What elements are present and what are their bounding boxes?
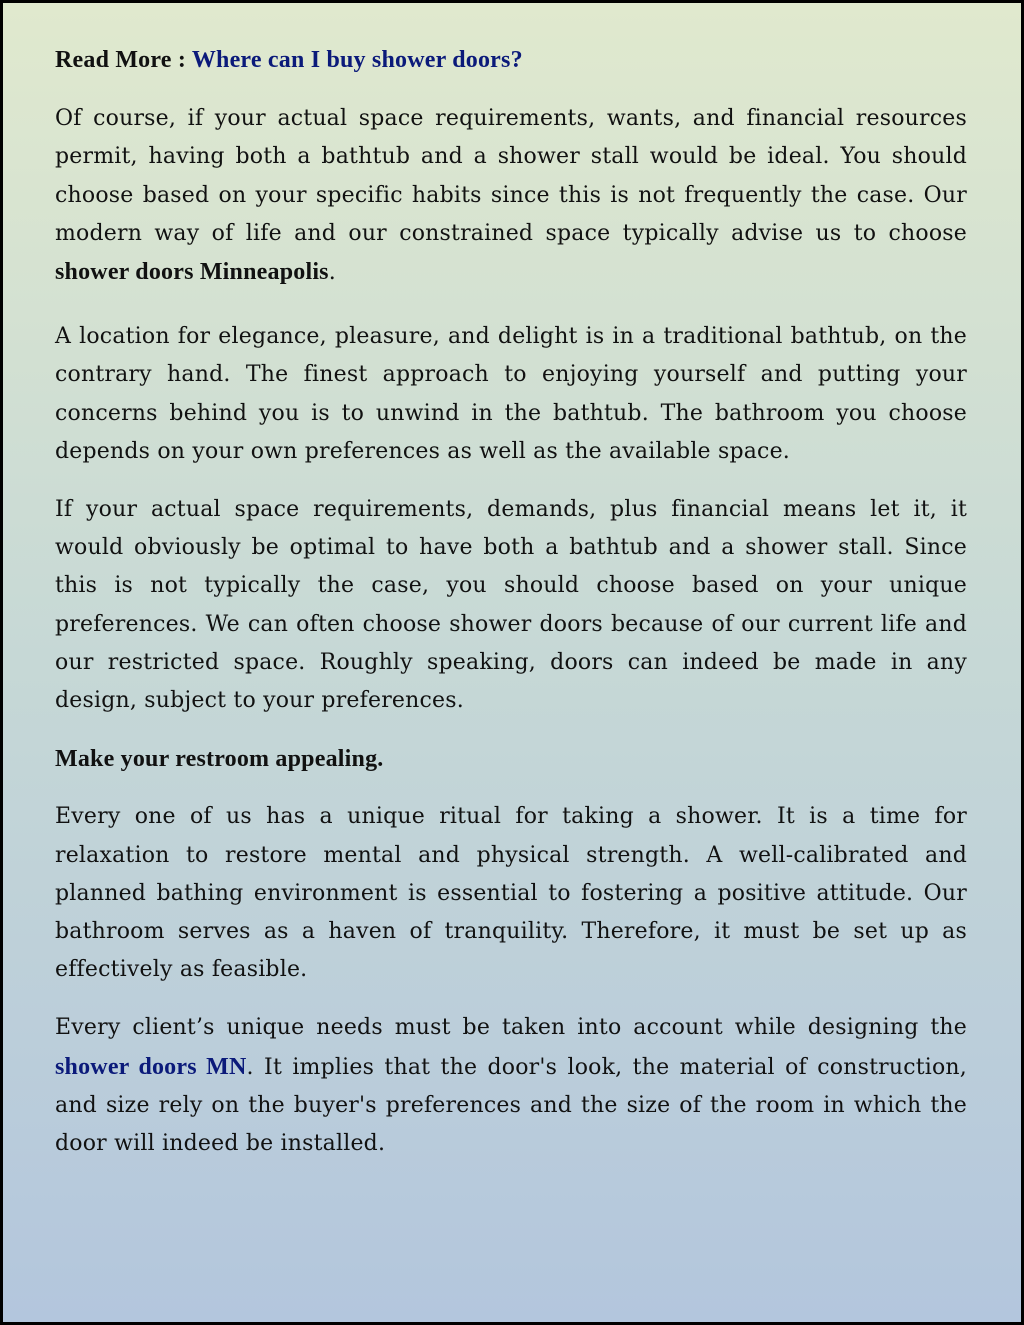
read-more-line [55, 41, 967, 80]
read-more-link[interactable]: Where can I buy shower doors? [191, 47, 523, 73]
paragraph-1-end: . [328, 260, 336, 286]
paragraph-4: Every one of us has a unique ritual for taking a shower. It is a time for relaxation to restore mental and physical strength. A well-calibrated and planned bathing environment is essential to fostering a positive attitude. Our bathroom serves as a haven of tranquility. Therefore, it must be set up as effectively as feasible. [55, 804, 967, 983]
paragraph-5 [55, 1009, 967, 1163]
paragraph-1-text: Of course, if your actual space requirements, wants, and financial resources permit, having both a bathtub and a shower stall would be ideal. You should choose based on your specific habits since this is not frequently the case. Our modern way of life and our constrained space typically advise us to choose [55, 106, 967, 246]
paragraph-1 [55, 100, 967, 292]
shower-doors-mn-link[interactable]: shower doors MN [55, 1053, 247, 1080]
paragraph-3: If your actual space requirements, demands, plus financial means let it, it would obviously be optimal to have both a bathtub and a shower stall. Since this is not typically the case, you should choose based on your unique preferences. We can often choose shower doors because of our current life and our restricted space. Roughly speaking, doors can indeed be made in any design, subject to your preferences. [55, 497, 967, 714]
section-heading: Make your restroom appealing. [55, 746, 384, 773]
paragraph-5-end: . It implies that the door's look, the material of construction, and size rely on the buyer's preferences and the size of the room in which the door will indeed be installed. [55, 1054, 967, 1157]
paragraph-5-text: Every client’s unique needs must be taken into account while designing the [55, 1015, 967, 1041]
paragraph-2: A location for elegance, pleasure, and delight is in a traditional bathtub, on the contrary hand. The finest approach to enjoying yourself and putting your concerns behind you is to unwind in the bathtub. The bathroom you choose depends on your own preferences as well as the available space. [55, 324, 967, 464]
read-more-label: Read More : [55, 47, 192, 73]
shower-doors-minneapolis-keyword: shower doors Minneapolis [55, 259, 329, 286]
